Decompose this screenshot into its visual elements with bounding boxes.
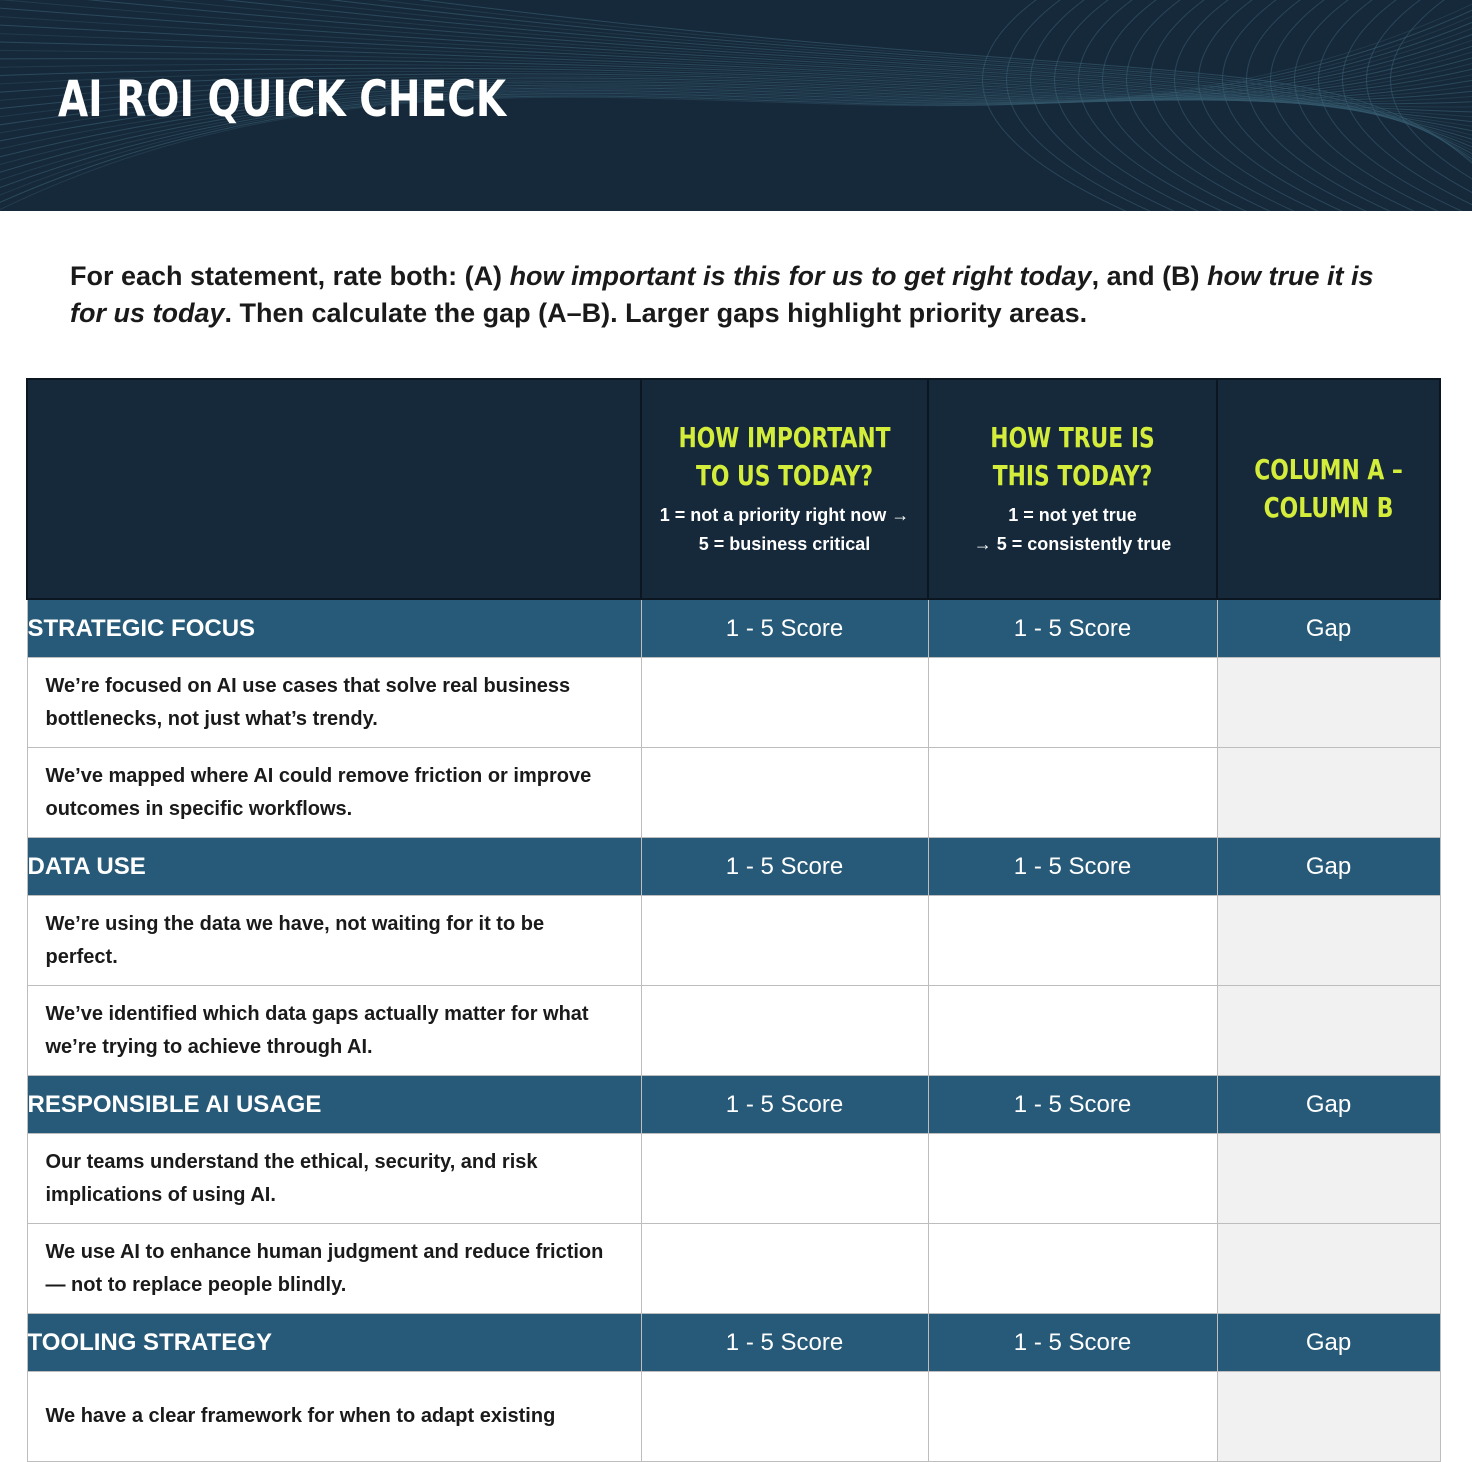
table-row bbox=[27, 1372, 1440, 1462]
decorative-line bbox=[1055, 0, 1243, 211]
table-row bbox=[27, 1134, 1440, 1224]
gap-label: Gap bbox=[1217, 599, 1440, 658]
gap-cell[interactable] bbox=[1217, 1134, 1440, 1224]
section-row bbox=[27, 599, 1440, 658]
gap-cell[interactable] bbox=[1217, 748, 1440, 838]
truth-score-label: 1 - 5 Score bbox=[928, 1076, 1217, 1134]
table-header-row bbox=[27, 379, 1440, 599]
section-row bbox=[27, 838, 1440, 896]
header-truth-scale: 1 = not yet true → 5 = consistently true bbox=[929, 501, 1216, 559]
truth-score-cell[interactable] bbox=[928, 986, 1217, 1076]
gap-cell[interactable] bbox=[1217, 986, 1440, 1076]
statement-text: We’ve mapped where AI could remove friction or improve outcomes in specific workflows. bbox=[27, 748, 641, 838]
section-title: TOOLING STRATEGY bbox=[27, 1314, 641, 1372]
truth-score-cell[interactable] bbox=[928, 748, 1217, 838]
importance-score-cell[interactable] bbox=[641, 896, 928, 986]
importance-score-label: 1 - 5 Score bbox=[641, 599, 928, 658]
section-title: RESPONSIBLE AI USAGE bbox=[27, 1076, 641, 1134]
importance-score-label: 1 - 5 Score bbox=[641, 1076, 928, 1134]
section-row bbox=[27, 1314, 1440, 1372]
gap-cell[interactable] bbox=[1217, 1372, 1440, 1462]
header-gap-title-line1: COLUMN A – bbox=[1242, 451, 1414, 489]
importance-score-cell[interactable] bbox=[641, 1372, 928, 1462]
table-row bbox=[27, 986, 1440, 1076]
section-title: DATA USE bbox=[27, 838, 641, 896]
decorative-line bbox=[1151, 0, 1339, 211]
statement-text: We use AI to enhance human judgment and reduce friction — not to replace people blindly. bbox=[27, 1224, 641, 1314]
gap-label: Gap bbox=[1217, 1076, 1440, 1134]
assessment-table bbox=[26, 378, 1441, 1462]
gap-cell[interactable] bbox=[1217, 1224, 1440, 1314]
decorative-line bbox=[1031, 0, 1219, 211]
instructions-text: For each statement, rate both: (A) how important is this for us to get right today, and (B) how true it is for us today. Then calculate the gap (A–B). Larger gaps highlight priority areas. bbox=[70, 258, 1390, 332]
section-row bbox=[27, 1076, 1440, 1134]
header-gap-title-line2: COLUMN B bbox=[1242, 489, 1414, 527]
statement-text: We have a clear framework for when to adapt existing bbox=[27, 1372, 641, 1462]
gap-label: Gap bbox=[1217, 1314, 1440, 1372]
importance-score-cell[interactable] bbox=[641, 1224, 928, 1314]
header-truth-title-line1: HOW TRUE IS bbox=[961, 419, 1185, 457]
truth-score-cell[interactable] bbox=[928, 1134, 1217, 1224]
truth-score-label: 1 - 5 Score bbox=[928, 1314, 1217, 1372]
section-title: STRATEGIC FOCUS bbox=[27, 599, 641, 658]
gap-label: Gap bbox=[1217, 838, 1440, 896]
truth-score-cell[interactable] bbox=[928, 1372, 1217, 1462]
decorative-line bbox=[1079, 0, 1267, 211]
table-row bbox=[27, 1224, 1440, 1314]
decorative-line bbox=[1007, 0, 1195, 211]
gap-cell[interactable] bbox=[1217, 658, 1440, 748]
decorative-line bbox=[1367, 0, 1472, 211]
truth-score-cell[interactable] bbox=[928, 658, 1217, 748]
statement-text: We’re using the data we have, not waiting for it to be perfect. bbox=[27, 896, 641, 986]
statement-text: Our teams understand the ethical, security, and risk implications of using AI. bbox=[27, 1134, 641, 1224]
page-title: AI ROI QUICK CHECK bbox=[58, 70, 506, 128]
header-blank-cell bbox=[27, 379, 641, 599]
table-row bbox=[27, 748, 1440, 838]
statement-text: We’re focused on AI use cases that solve real business bottlenecks, not just what’s trendy. bbox=[27, 658, 641, 748]
decorative-line bbox=[1391, 0, 1472, 211]
statement-text: We’ve identified which data gaps actually matter for what we’re trying to achieve through AI. bbox=[27, 986, 641, 1076]
decorative-line bbox=[983, 0, 1171, 211]
importance-score-label: 1 - 5 Score bbox=[641, 838, 928, 896]
decorative-line bbox=[1127, 0, 1315, 211]
header-importance-title-line1: HOW IMPORTANT bbox=[673, 419, 895, 457]
header-importance-scale: 1 = not a priority right now → 5 = business critical bbox=[642, 501, 927, 559]
header-importance bbox=[641, 379, 928, 599]
importance-score-cell[interactable] bbox=[641, 1134, 928, 1224]
decorative-line bbox=[1103, 0, 1291, 211]
header-banner bbox=[0, 0, 1472, 211]
truth-score-cell[interactable] bbox=[928, 1224, 1217, 1314]
importance-score-cell[interactable] bbox=[641, 658, 928, 748]
header-truth bbox=[928, 379, 1217, 599]
table-row bbox=[27, 896, 1440, 986]
truth-score-cell[interactable] bbox=[928, 896, 1217, 986]
header-importance-title-line2: TO US TODAY? bbox=[673, 457, 895, 495]
truth-score-label: 1 - 5 Score bbox=[928, 599, 1217, 658]
table-row bbox=[27, 658, 1440, 748]
importance-score-cell[interactable] bbox=[641, 986, 928, 1076]
truth-score-label: 1 - 5 Score bbox=[928, 838, 1217, 896]
importance-score-cell[interactable] bbox=[641, 748, 928, 838]
header-truth-title-line2: THIS TODAY? bbox=[961, 457, 1185, 495]
gap-cell[interactable] bbox=[1217, 896, 1440, 986]
header-gap bbox=[1217, 379, 1440, 599]
importance-score-label: 1 - 5 Score bbox=[641, 1314, 928, 1372]
